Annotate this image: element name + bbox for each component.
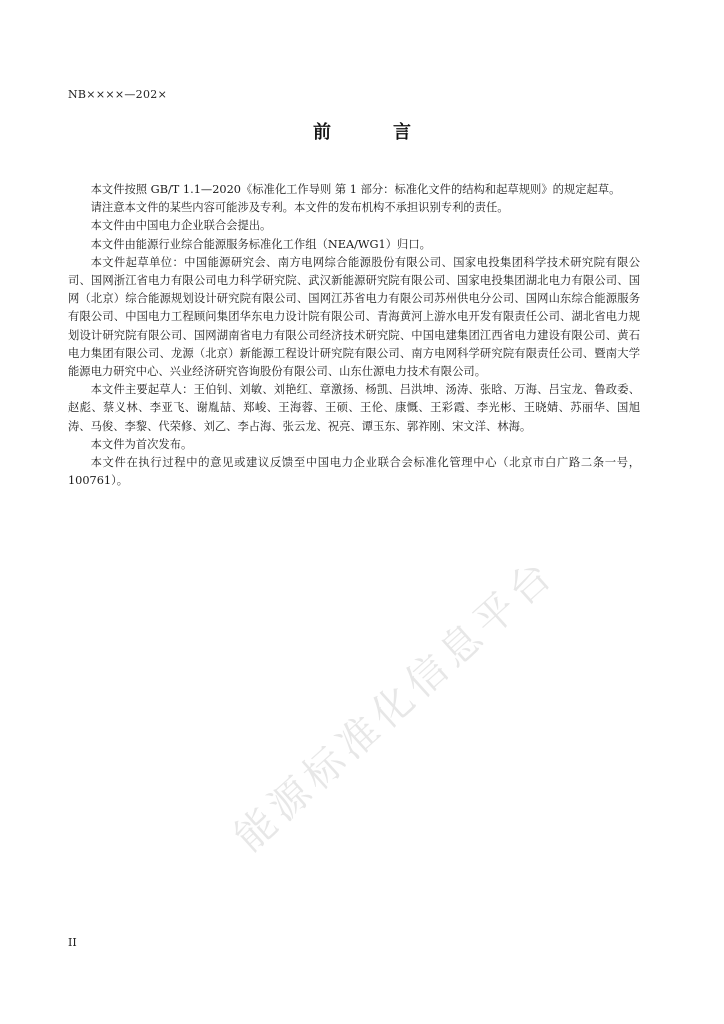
paragraph-drafting-rules: 本文件按照 GB/T 1.1—2020《标准化工作导则 第 1 部分：标准化文件的结构和起草规则》的规定起草。	[90, 183, 621, 196]
paragraph-feedback: 本文件在执行过程中的意见或建议反馈至中国电力企业联合会标准化管理中心（北京市白广路二条一号，100761）。	[68, 456, 640, 488]
paragraph-first-release: 本文件为首次发布。	[90, 437, 193, 451]
paragraph-proposer: 本文件由中国电力企业联合会提出。	[90, 219, 272, 233]
paragraph-patent-notice: 请注意本文件的某些内容可能涉及专利。本文件的发布机构不承担识别专利的责任。	[90, 201, 509, 215]
foreword-body	[68, 181, 640, 490]
paragraph-administrator: 本文件由能源行业综合能源服务标准化工作组（NEA/WG1）归口。	[90, 237, 431, 251]
paragraph-drafting-units: 本文件起草单位：中国能源研究会、南方电网综合能源股份有限公司、国家电投集团科学技术研究院有限公司、国网浙江省电力有限公司电力科学研究院、武汉新能源研究院有限公司、国家电投集团湖北电力有限公司、国网（北京）综合能源规划设计研究院有限公司、国网江苏省电力有限公司苏州供电分公司、国网山东综合能源服务有限公司、中国电力工程顾问集团华东电力设计院有限公司、青海黄河上游水电开发有限责任公司、湖北省电力规划设计研究院有限公司、国网湖南省电力有限公司经济技术研究院、中国电建集团江西省电力建设有限公司、黄石电力集团有限公司、龙源（北京）新能源工程设计研究院有限公司、南方电网科学研究院有限责任公司、暨南大学能源电力研究中心、兴业经济研究咨询股份有限公司、山东仕源电力技术有限公司。	[68, 255, 640, 379]
page-title: 前 言	[313, 122, 433, 143]
paragraph-drafters: 本文件主要起草人：王伯钊、刘敏、刘艳红、章激扬、杨凯、吕洪坤、汤涛、张晗、万海、吕宝龙、鲁政委、赵彪、蔡义林、李亚飞、谢胤喆、郑峻、王海蓉、王硕、王伦、康慨、王彩霞、李光彬、王晓婧、苏丽华、国旭涛、马俊、李黎、代荣修、刘乙、李占海、张云龙、祝亮、谭玉东、郭祚刚、宋文洋、林海。	[68, 383, 640, 433]
page-number: II	[68, 936, 77, 949]
document-code: NB××××—202×	[68, 88, 168, 101]
watermark: 能源标准化信息平台	[226, 549, 565, 861]
